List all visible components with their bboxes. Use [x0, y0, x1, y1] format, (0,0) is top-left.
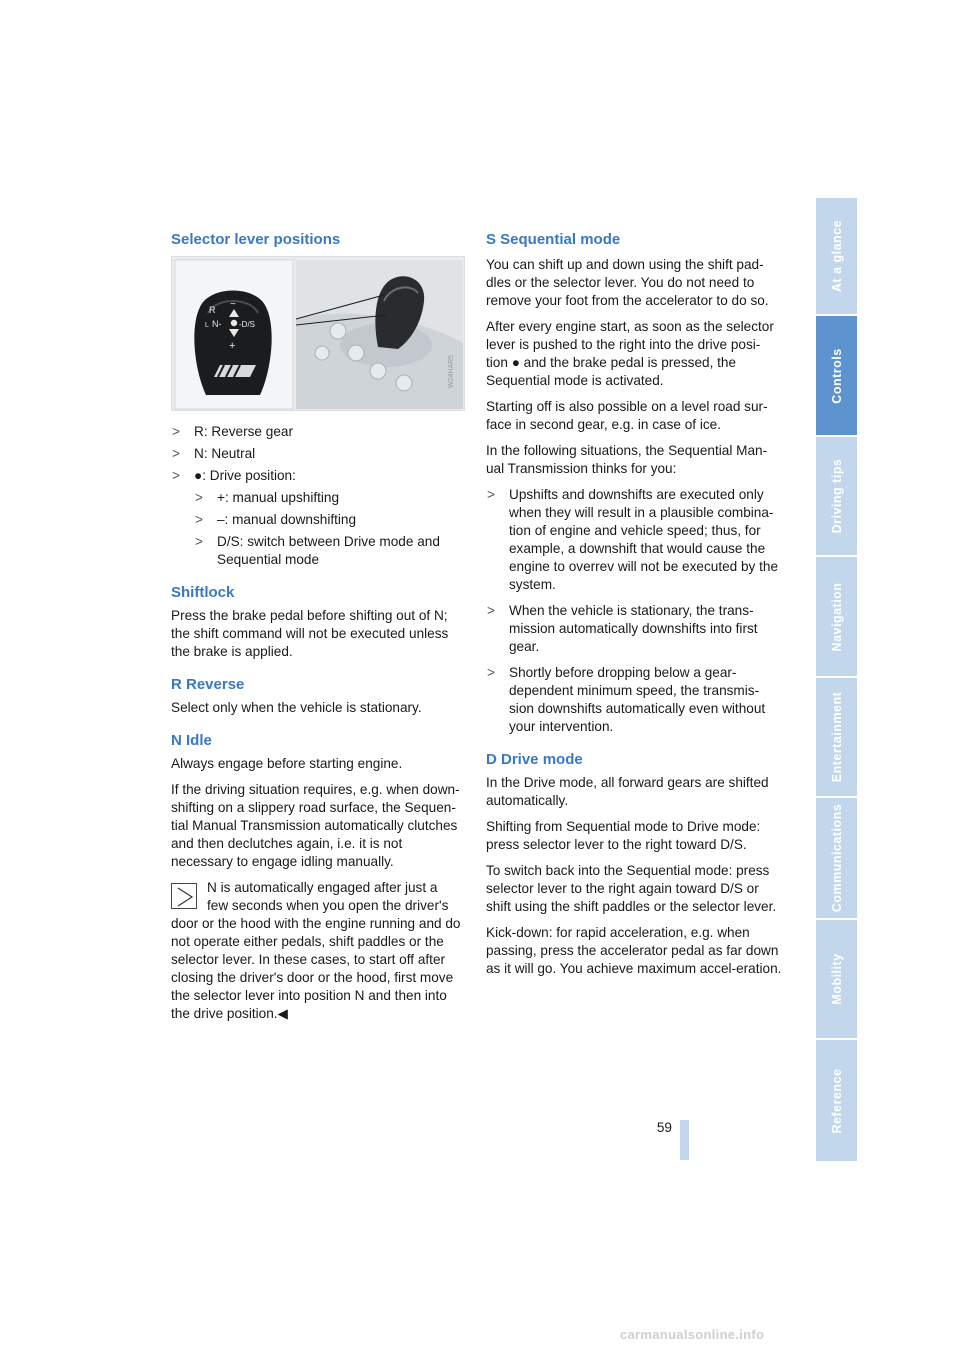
idle-heading: N Idle [171, 732, 212, 749]
drive-mode-heading: D Drive mode [486, 751, 583, 768]
drive-text-4: Kick-down: for rapid acceleration, e.g. when passing, press the accelerator pedal as far down as it will go. You achieve maximum accel-eration. [486, 925, 782, 976]
section-title-sequential-mode: S Sequential mode [486, 231, 621, 248]
list-item: > N: Neutral [171, 445, 467, 463]
note-line-1: N is automatically engaged after just a [207, 880, 438, 895]
note-triangle-icon [171, 883, 197, 909]
tab-label: Controls [829, 347, 844, 404]
note-rest: door or the hood with the engine running and do not operate either pedals, shift paddles or the selector lever. In these cases, to start off after closing the driver's door or the hood, first move the selector lever into position N and then into the drive position.◀ [171, 916, 461, 1021]
left-column [171, 230, 467, 1023]
reverse-section [171, 675, 467, 717]
section-title-selector-lever-positions: Selector lever positions [171, 231, 341, 248]
idle-section [171, 731, 467, 1023]
tab-driving-tips[interactable] [816, 437, 857, 555]
svg-text:N-: N- [212, 319, 222, 329]
tab-label: Entertainment [829, 691, 844, 783]
tab-at-a-glance[interactable] [816, 198, 857, 314]
tab-navigation[interactable] [816, 557, 857, 676]
drive-mode-section [486, 750, 782, 978]
tab-label: Mobility [829, 953, 844, 1005]
figure-code: W24HAR5 [448, 354, 455, 388]
watermark: carmanualsonline.info [620, 1327, 765, 1342]
sequential-text-2: After every engine start, as soon as the selector lever is pushed to the right into the drive posi-tion ● and the brake pedal is pressed, the Sequential mode is activated. [486, 319, 774, 388]
list-item: > Shortly before dropping below a gear-dependent minimum speed, the transmis-sion downshifts automatically even without your intervention. [486, 664, 782, 736]
svg-text:-D/S: -D/S [239, 320, 255, 329]
svg-text:R: R [209, 305, 216, 315]
svg-text:−: − [230, 299, 236, 310]
tab-label: Navigation [829, 582, 844, 651]
selector-positions-list [171, 423, 467, 569]
list-item: > Upshifts and downshifts are executed only when they will result in a plausible combina-tion of engine and vehicle speed; thus, for example, a downshift that would cause the engine to overrev will not be executed by the system. [486, 486, 782, 594]
list-item: > +: manual upshifting [194, 489, 467, 507]
note-line-2: few seconds when you open the driver's [207, 898, 449, 913]
list-item: > ●: Drive position: [171, 467, 467, 485]
list-item: > R: Reverse gear [171, 423, 467, 441]
idle-text-1: Always engage before starting engine. [171, 756, 403, 771]
tab-label: At a glance [829, 219, 844, 293]
chapter-tabs [816, 198, 857, 1161]
shiftlock-section [171, 583, 467, 661]
page-number: 59 [656, 1120, 672, 1135]
tab-controls[interactable] [816, 316, 857, 435]
shiftlock-heading: Shiftlock [171, 584, 235, 601]
svg-text:L: L [205, 322, 209, 329]
sequential-text-4: In the following situations, the Sequential Man-ual Transmission thinks for you: [486, 443, 768, 476]
sequential-text-1: You can shift up and down using the shift pad-dles or the selector lever. You do not need to remove your foot from the accelerator to do so. [486, 257, 769, 308]
svg-text:+: + [229, 340, 236, 352]
tab-communications[interactable] [816, 798, 857, 918]
tab-entertainment[interactable] [816, 678, 857, 796]
page-marker-bar [680, 1120, 689, 1160]
list-item: > When the vehicle is stationary, the trans-mission automatically downshifts into first gear. [486, 602, 782, 656]
tab-mobility[interactable] [816, 920, 857, 1038]
reverse-text: Select only when the vehicle is stationary. [171, 700, 422, 715]
tab-label: Communications [829, 803, 844, 913]
right-column [486, 230, 782, 986]
tab-label: Driving tips [829, 458, 844, 534]
idle-text-2: If the driving situation requires, e.g. when down-shifting on a slippery road surface, the Sequen-tial Manual Transmission automatically clutches and then declutches again, i.e. it is not necessary to engage idling manually. [171, 782, 460, 869]
note-box [171, 879, 467, 1023]
selector-lever-illustration [172, 257, 465, 411]
sequential-bullets [486, 486, 782, 736]
selector-lever-figure [171, 256, 465, 411]
sequential-text-3: Starting off is also possible on a level road sur-face in second gear, e.g. in case of ice. [486, 399, 768, 432]
reverse-heading: R Reverse [171, 676, 245, 693]
drive-text-2: Shifting from Sequential mode to Drive mode: press selector lever to the right toward D/S. [486, 819, 761, 852]
tab-reference[interactable] [816, 1040, 857, 1161]
shiftlock-text: Press the brake pedal before shifting out of N; the shift command will not be executed unless the brake is applied. [171, 608, 449, 659]
list-item: > –: manual downshifting [194, 511, 467, 529]
tab-label: Reference [829, 1068, 844, 1133]
drive-text-3: To switch back into the Sequential mode: press selector lever to the right again toward D/S or shift using the shift paddles or the selector lever. [486, 863, 777, 914]
list-item: > D/S: switch between Drive mode and Sequential mode [194, 533, 467, 569]
drive-text-1: In the Drive mode, all forward gears are shifted automatically. [486, 775, 769, 808]
